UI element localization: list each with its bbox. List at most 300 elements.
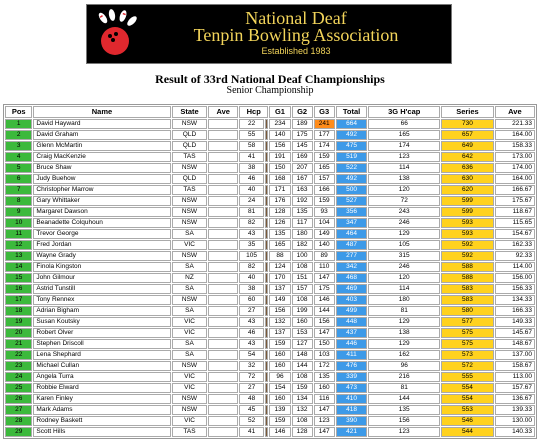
column-header-pos: Pos bbox=[5, 106, 32, 118]
table-row bbox=[5, 218, 535, 228]
cell-handicap: 120 bbox=[368, 273, 440, 283]
cell-pos: 11 bbox=[5, 229, 32, 239]
cell-hcp: 81 bbox=[239, 207, 264, 217]
column-header-average: Ave bbox=[495, 106, 535, 118]
cell-g2: 100 bbox=[292, 251, 313, 261]
table-row bbox=[5, 361, 535, 371]
cell-total: 347 bbox=[336, 218, 368, 228]
cell-ave bbox=[208, 174, 238, 184]
cell-g2: 199 bbox=[292, 306, 313, 316]
cell-g3: 165 bbox=[314, 163, 335, 173]
cell-hcp: 41 bbox=[239, 152, 264, 162]
association-banner bbox=[86, 4, 452, 64]
cell-name: Craig MacKenzie bbox=[33, 152, 170, 162]
cell-total: 342 bbox=[336, 262, 368, 272]
cell-name: Astrid Tunstill bbox=[33, 284, 170, 294]
cell-g1: 160 bbox=[269, 394, 290, 404]
cell-average: 137.00 bbox=[495, 350, 535, 360]
cell-g3: 157 bbox=[314, 174, 335, 184]
cell-total: 522 bbox=[336, 163, 368, 173]
cell-g2: 151 bbox=[292, 273, 313, 283]
table-row bbox=[5, 251, 535, 261]
cell-name: Wayne Grady bbox=[33, 251, 170, 261]
handicap-separator bbox=[265, 130, 268, 140]
table-row bbox=[5, 174, 535, 184]
cell-series: 657 bbox=[441, 130, 494, 140]
cell-average: 221.33 bbox=[495, 119, 535, 129]
banner-established: Established 1983 bbox=[261, 46, 331, 56]
cell-series: 588 bbox=[441, 262, 494, 272]
banner-title-line2: Tenpin Bowling Association bbox=[193, 25, 399, 45]
cell-handicap: 246 bbox=[368, 262, 440, 272]
cell-hcp: 55 bbox=[239, 130, 264, 140]
cell-series: 583 bbox=[441, 295, 494, 305]
cell-ave bbox=[208, 306, 238, 316]
cell-ave bbox=[208, 328, 238, 338]
cell-g2: 134 bbox=[292, 394, 313, 404]
cell-hcp: 32 bbox=[239, 361, 264, 371]
cell-total: 339 bbox=[336, 372, 368, 382]
cell-handicap: 129 bbox=[368, 317, 440, 327]
results-table bbox=[3, 104, 537, 439]
cell-ave bbox=[208, 218, 238, 228]
handicap-separator bbox=[265, 251, 268, 261]
cell-g3: 147 bbox=[314, 405, 335, 415]
cell-ave bbox=[208, 372, 238, 382]
cell-ave bbox=[208, 383, 238, 393]
cell-name: Beanadette Colquhoun bbox=[33, 218, 170, 228]
cell-average: 113.00 bbox=[495, 372, 535, 382]
cell-total: 500 bbox=[336, 185, 368, 195]
cell-average: 156.00 bbox=[495, 273, 535, 283]
cell-hcp: 27 bbox=[239, 383, 264, 393]
cell-series: 553 bbox=[441, 405, 494, 415]
cell-g1: 154 bbox=[269, 383, 290, 393]
cell-handicap: 174 bbox=[368, 141, 440, 151]
cell-g1: 156 bbox=[269, 141, 290, 151]
cell-total: 418 bbox=[336, 405, 368, 415]
cell-average: 162.33 bbox=[495, 240, 535, 250]
cell-ave bbox=[208, 240, 238, 250]
cell-pos: 19 bbox=[5, 317, 32, 327]
cell-g2: 153 bbox=[292, 328, 313, 338]
cell-average: 174.00 bbox=[495, 163, 535, 173]
cell-g3: 160 bbox=[314, 383, 335, 393]
cell-g2: 108 bbox=[292, 295, 313, 305]
cell-total: 519 bbox=[336, 152, 368, 162]
cell-name: Tony Rennex bbox=[33, 295, 170, 305]
cell-g2: 175 bbox=[292, 130, 313, 140]
cell-state: VIC bbox=[172, 372, 208, 382]
cell-total: 410 bbox=[336, 394, 368, 404]
page-title: Result of 33rd National Deaf Championships bbox=[155, 72, 385, 86]
cell-g1: 126 bbox=[269, 218, 290, 228]
cell-name: Angela Turra bbox=[33, 372, 170, 382]
cell-hcp: 72 bbox=[239, 372, 264, 382]
cell-hcp: 48 bbox=[239, 394, 264, 404]
cell-g1: 160 bbox=[269, 361, 290, 371]
cell-state: NSW bbox=[172, 361, 208, 371]
cell-handicap: 165 bbox=[368, 130, 440, 140]
cell-pos: 24 bbox=[5, 372, 32, 382]
cell-handicap: 138 bbox=[368, 174, 440, 184]
cell-g2: 169 bbox=[292, 152, 313, 162]
cell-state: SA bbox=[172, 284, 208, 294]
cell-series: 555 bbox=[441, 372, 494, 382]
cell-state: VIC bbox=[172, 416, 208, 426]
table-row bbox=[5, 152, 535, 162]
cell-series: 649 bbox=[441, 141, 494, 151]
cell-handicap: 123 bbox=[368, 152, 440, 162]
cell-ave bbox=[208, 141, 238, 151]
cell-total: 421 bbox=[336, 427, 368, 437]
cell-pos: 27 bbox=[5, 405, 32, 415]
cell-g1: 234 bbox=[269, 119, 290, 129]
cell-total: 664 bbox=[336, 119, 368, 129]
table-row bbox=[5, 130, 535, 140]
cell-state: VIC bbox=[172, 328, 208, 338]
table-row bbox=[5, 383, 535, 393]
cell-handicap: 72 bbox=[368, 196, 440, 206]
cell-g2: 117 bbox=[292, 218, 313, 228]
cell-g1: 128 bbox=[269, 207, 290, 217]
handicap-separator bbox=[265, 361, 268, 371]
cell-pos: 5 bbox=[5, 163, 32, 173]
handicap-separator bbox=[265, 141, 268, 151]
cell-name: Trevor George bbox=[33, 229, 170, 239]
cell-handicap: 216 bbox=[368, 372, 440, 382]
cell-series: 577 bbox=[441, 317, 494, 327]
table-row bbox=[5, 240, 535, 250]
cell-total: 473 bbox=[336, 383, 368, 393]
table-row bbox=[5, 207, 535, 217]
banner-title-line1: National Deaf bbox=[245, 8, 347, 28]
table-header-row bbox=[5, 106, 535, 118]
cell-state: NSW bbox=[172, 218, 208, 228]
cell-state: TAS bbox=[172, 152, 208, 162]
cell-g2: 180 bbox=[292, 229, 313, 239]
column-header-total: Total bbox=[336, 106, 368, 118]
column-header-g3: G3 bbox=[314, 106, 335, 118]
table-row bbox=[5, 427, 535, 437]
cell-total: 468 bbox=[336, 273, 368, 283]
cell-handicap: 120 bbox=[368, 185, 440, 195]
cell-g3: 159 bbox=[314, 196, 335, 206]
handicap-separator bbox=[265, 218, 268, 228]
handicap-separator bbox=[265, 383, 268, 393]
cell-state: NSW bbox=[172, 405, 208, 415]
cell-state: VIC bbox=[172, 240, 208, 250]
cell-g3: 150 bbox=[314, 339, 335, 349]
cell-g2: 135 bbox=[292, 207, 313, 217]
cell-g1: 124 bbox=[269, 262, 290, 272]
cell-handicap: 246 bbox=[368, 218, 440, 228]
cell-hcp: 60 bbox=[239, 295, 264, 305]
cell-state: NZ bbox=[172, 273, 208, 283]
cell-state: SA bbox=[172, 350, 208, 360]
cell-pos: 8 bbox=[5, 196, 32, 206]
cell-average: 154.67 bbox=[495, 229, 535, 239]
cell-pos: 22 bbox=[5, 350, 32, 360]
page-subtitle: Senior Championship bbox=[226, 85, 314, 96]
cell-average: 130.00 bbox=[495, 416, 535, 426]
cell-g3: 174 bbox=[314, 141, 335, 151]
cell-g2: 207 bbox=[292, 163, 313, 173]
cell-handicap: 129 bbox=[368, 339, 440, 349]
cell-g3: 116 bbox=[314, 394, 335, 404]
cell-g3: 172 bbox=[314, 361, 335, 371]
cell-average: 118.67 bbox=[495, 207, 535, 217]
cell-hcp: 46 bbox=[239, 328, 264, 338]
cell-g1: 88 bbox=[269, 251, 290, 261]
cell-g2: 108 bbox=[292, 416, 313, 426]
cell-total: 475 bbox=[336, 141, 368, 151]
cell-state: NSW bbox=[172, 394, 208, 404]
cell-name: Finola Kingston bbox=[33, 262, 170, 272]
cell-g3: 177 bbox=[314, 130, 335, 140]
cell-pos: 14 bbox=[5, 262, 32, 272]
handicap-separator bbox=[265, 163, 268, 173]
cell-g3: 89 bbox=[314, 251, 335, 261]
cell-g2: 182 bbox=[292, 240, 313, 250]
table-row bbox=[5, 163, 535, 173]
cell-handicap: 162 bbox=[368, 350, 440, 360]
cell-state: NSW bbox=[172, 119, 208, 129]
cell-name: Lena Shephard bbox=[33, 350, 170, 360]
cell-state: NSW bbox=[172, 207, 208, 217]
cell-series: 554 bbox=[441, 383, 494, 393]
cell-series: 592 bbox=[441, 240, 494, 250]
table-row bbox=[5, 405, 535, 415]
cell-series: 592 bbox=[441, 251, 494, 261]
cell-ave bbox=[208, 284, 238, 294]
handicap-separator bbox=[265, 372, 268, 382]
cell-g3: 123 bbox=[314, 416, 335, 426]
handicap-separator bbox=[265, 185, 268, 195]
cell-ave bbox=[208, 163, 238, 173]
cell-g1: 146 bbox=[269, 427, 290, 437]
handicap-separator bbox=[265, 174, 268, 184]
cell-average: 156.33 bbox=[495, 284, 535, 294]
cell-ave bbox=[208, 119, 238, 129]
cell-state: SA bbox=[172, 262, 208, 272]
cell-average: 134.33 bbox=[495, 295, 535, 305]
cell-name: Gary Whittaker bbox=[33, 196, 170, 206]
cell-hcp: 24 bbox=[239, 196, 264, 206]
cell-handicap: 315 bbox=[368, 251, 440, 261]
table-row bbox=[5, 229, 535, 239]
cell-state: TAS bbox=[172, 185, 208, 195]
cell-g1: 170 bbox=[269, 273, 290, 283]
handicap-separator bbox=[265, 229, 268, 239]
cell-pos: 1 bbox=[5, 119, 32, 129]
cell-ave bbox=[208, 207, 238, 217]
cell-g3: 147 bbox=[314, 328, 335, 338]
cell-name: David Hayward bbox=[33, 119, 170, 129]
column-header-g2: G2 bbox=[292, 106, 313, 118]
cell-g1: 149 bbox=[269, 295, 290, 305]
column-header-g1: G1 bbox=[269, 106, 290, 118]
column-header-handicap: 3G H'cap bbox=[368, 106, 440, 118]
cell-handicap: 144 bbox=[368, 394, 440, 404]
cell-g1: 160 bbox=[269, 350, 290, 360]
cell-hcp: 82 bbox=[239, 218, 264, 228]
cell-hcp: 82 bbox=[239, 262, 264, 272]
cell-total: 390 bbox=[336, 416, 368, 426]
cell-total: 277 bbox=[336, 251, 368, 261]
cell-pos: 28 bbox=[5, 416, 32, 426]
cell-average: 158.33 bbox=[495, 141, 535, 151]
cell-hcp: 52 bbox=[239, 416, 264, 426]
cell-hcp: 54 bbox=[239, 350, 264, 360]
cell-pos: 23 bbox=[5, 361, 32, 371]
table-row bbox=[5, 372, 535, 382]
results-table-body bbox=[5, 119, 535, 437]
cell-state: SA bbox=[172, 339, 208, 349]
cell-g2: 127 bbox=[292, 339, 313, 349]
cell-series: 575 bbox=[441, 339, 494, 349]
cell-handicap: 138 bbox=[368, 328, 440, 338]
cell-ave bbox=[208, 229, 238, 239]
cell-total: 487 bbox=[336, 240, 368, 250]
cell-handicap: 96 bbox=[368, 361, 440, 371]
cell-ave bbox=[208, 295, 238, 305]
cell-pos: 3 bbox=[5, 141, 32, 151]
cell-pos: 18 bbox=[5, 306, 32, 316]
cell-g1: 140 bbox=[269, 130, 290, 140]
cell-name: Karen Finley bbox=[33, 394, 170, 404]
cell-hcp: 40 bbox=[239, 273, 264, 283]
cell-pos: 15 bbox=[5, 273, 32, 283]
cell-g2: 148 bbox=[292, 350, 313, 360]
cell-ave bbox=[208, 273, 238, 283]
cell-g1: 137 bbox=[269, 284, 290, 294]
column-header-state: State bbox=[172, 106, 208, 118]
cell-hcp: 22 bbox=[239, 119, 264, 129]
cell-average: 92.33 bbox=[495, 251, 535, 261]
table-row bbox=[5, 273, 535, 283]
cell-name: Glenn McMartin bbox=[33, 141, 170, 151]
handicap-separator bbox=[265, 306, 268, 316]
cell-name: Margaret Dawson bbox=[33, 207, 170, 217]
cell-hcp: 43 bbox=[239, 229, 264, 239]
handicap-separator bbox=[265, 196, 268, 206]
table-row bbox=[5, 394, 535, 404]
handicap-separator bbox=[265, 427, 268, 437]
cell-g2: 144 bbox=[292, 361, 313, 371]
cell-hcp: 40 bbox=[239, 185, 264, 195]
cell-hcp: 58 bbox=[239, 141, 264, 151]
cell-name: Bruce Shaw bbox=[33, 163, 170, 173]
cell-total: 492 bbox=[336, 130, 368, 140]
table-row bbox=[5, 328, 535, 338]
handicap-separator bbox=[265, 119, 268, 129]
cell-handicap: 243 bbox=[368, 207, 440, 217]
cell-series: 572 bbox=[441, 361, 494, 371]
cell-series: 599 bbox=[441, 207, 494, 217]
cell-total: 527 bbox=[336, 196, 368, 206]
cell-g3: 144 bbox=[314, 306, 335, 316]
cell-hcp: 43 bbox=[239, 339, 264, 349]
cell-handicap: 114 bbox=[368, 284, 440, 294]
cell-average: 166.67 bbox=[495, 185, 535, 195]
cell-hcp: 41 bbox=[239, 427, 264, 437]
handicap-separator bbox=[265, 240, 268, 250]
cell-handicap: 129 bbox=[368, 229, 440, 239]
column-header-series: Series bbox=[441, 106, 494, 118]
cell-g1: 137 bbox=[269, 328, 290, 338]
cell-ave bbox=[208, 405, 238, 415]
cell-pos: 17 bbox=[5, 295, 32, 305]
cell-g2: 163 bbox=[292, 185, 313, 195]
cell-series: 599 bbox=[441, 196, 494, 206]
cell-series: 630 bbox=[441, 174, 494, 184]
cell-total: 446 bbox=[336, 339, 368, 349]
cell-average: 139.33 bbox=[495, 405, 535, 415]
cell-pos: 7 bbox=[5, 185, 32, 195]
cell-handicap: 105 bbox=[368, 240, 440, 250]
cell-state: QLD bbox=[172, 130, 208, 140]
table-row bbox=[5, 185, 535, 195]
cell-average: 164.00 bbox=[495, 130, 535, 140]
cell-pos: 6 bbox=[5, 174, 32, 184]
cell-state: SA bbox=[172, 306, 208, 316]
cell-state: NSW bbox=[172, 251, 208, 261]
cell-name: Stephen Driscoll bbox=[33, 339, 170, 349]
cell-g2: 189 bbox=[292, 119, 313, 129]
cell-ave bbox=[208, 317, 238, 327]
cell-series: 593 bbox=[441, 218, 494, 228]
cell-name: Scott Hills bbox=[33, 427, 170, 437]
cell-state: NSW bbox=[172, 295, 208, 305]
cell-average: 158.67 bbox=[495, 361, 535, 371]
table-row bbox=[5, 317, 535, 327]
cell-series: 575 bbox=[441, 328, 494, 338]
cell-state: NSW bbox=[172, 196, 208, 206]
cell-pos: 4 bbox=[5, 152, 32, 162]
cell-ave bbox=[208, 416, 238, 426]
cell-series: 588 bbox=[441, 273, 494, 283]
cell-handicap: 66 bbox=[368, 119, 440, 129]
cell-state: QLD bbox=[172, 174, 208, 184]
cell-g2: 159 bbox=[292, 383, 313, 393]
cell-total: 469 bbox=[336, 284, 368, 294]
cell-pos: 10 bbox=[5, 218, 32, 228]
cell-ave bbox=[208, 262, 238, 272]
table-row bbox=[5, 196, 535, 206]
cell-name: Michael Cullan bbox=[33, 361, 170, 371]
cell-ave bbox=[208, 152, 238, 162]
cell-ave bbox=[208, 350, 238, 360]
cell-g1: 139 bbox=[269, 405, 290, 415]
cell-g1: 165 bbox=[269, 240, 290, 250]
cell-hcp: 35 bbox=[239, 240, 264, 250]
cell-handicap: 180 bbox=[368, 295, 440, 305]
cell-hcp: 46 bbox=[239, 174, 264, 184]
cell-g1: 191 bbox=[269, 152, 290, 162]
cell-series: 554 bbox=[441, 394, 494, 404]
cell-name: Fred Jordan bbox=[33, 240, 170, 250]
cell-average: 157.67 bbox=[495, 383, 535, 393]
cell-pos: 25 bbox=[5, 383, 32, 393]
handicap-separator bbox=[265, 262, 268, 272]
cell-name: Robbie Elward bbox=[33, 383, 170, 393]
cell-total: 499 bbox=[336, 306, 368, 316]
cell-g3: 135 bbox=[314, 372, 335, 382]
cell-g3: 147 bbox=[314, 273, 335, 283]
cell-ave bbox=[208, 361, 238, 371]
cell-g2: 167 bbox=[292, 174, 313, 184]
